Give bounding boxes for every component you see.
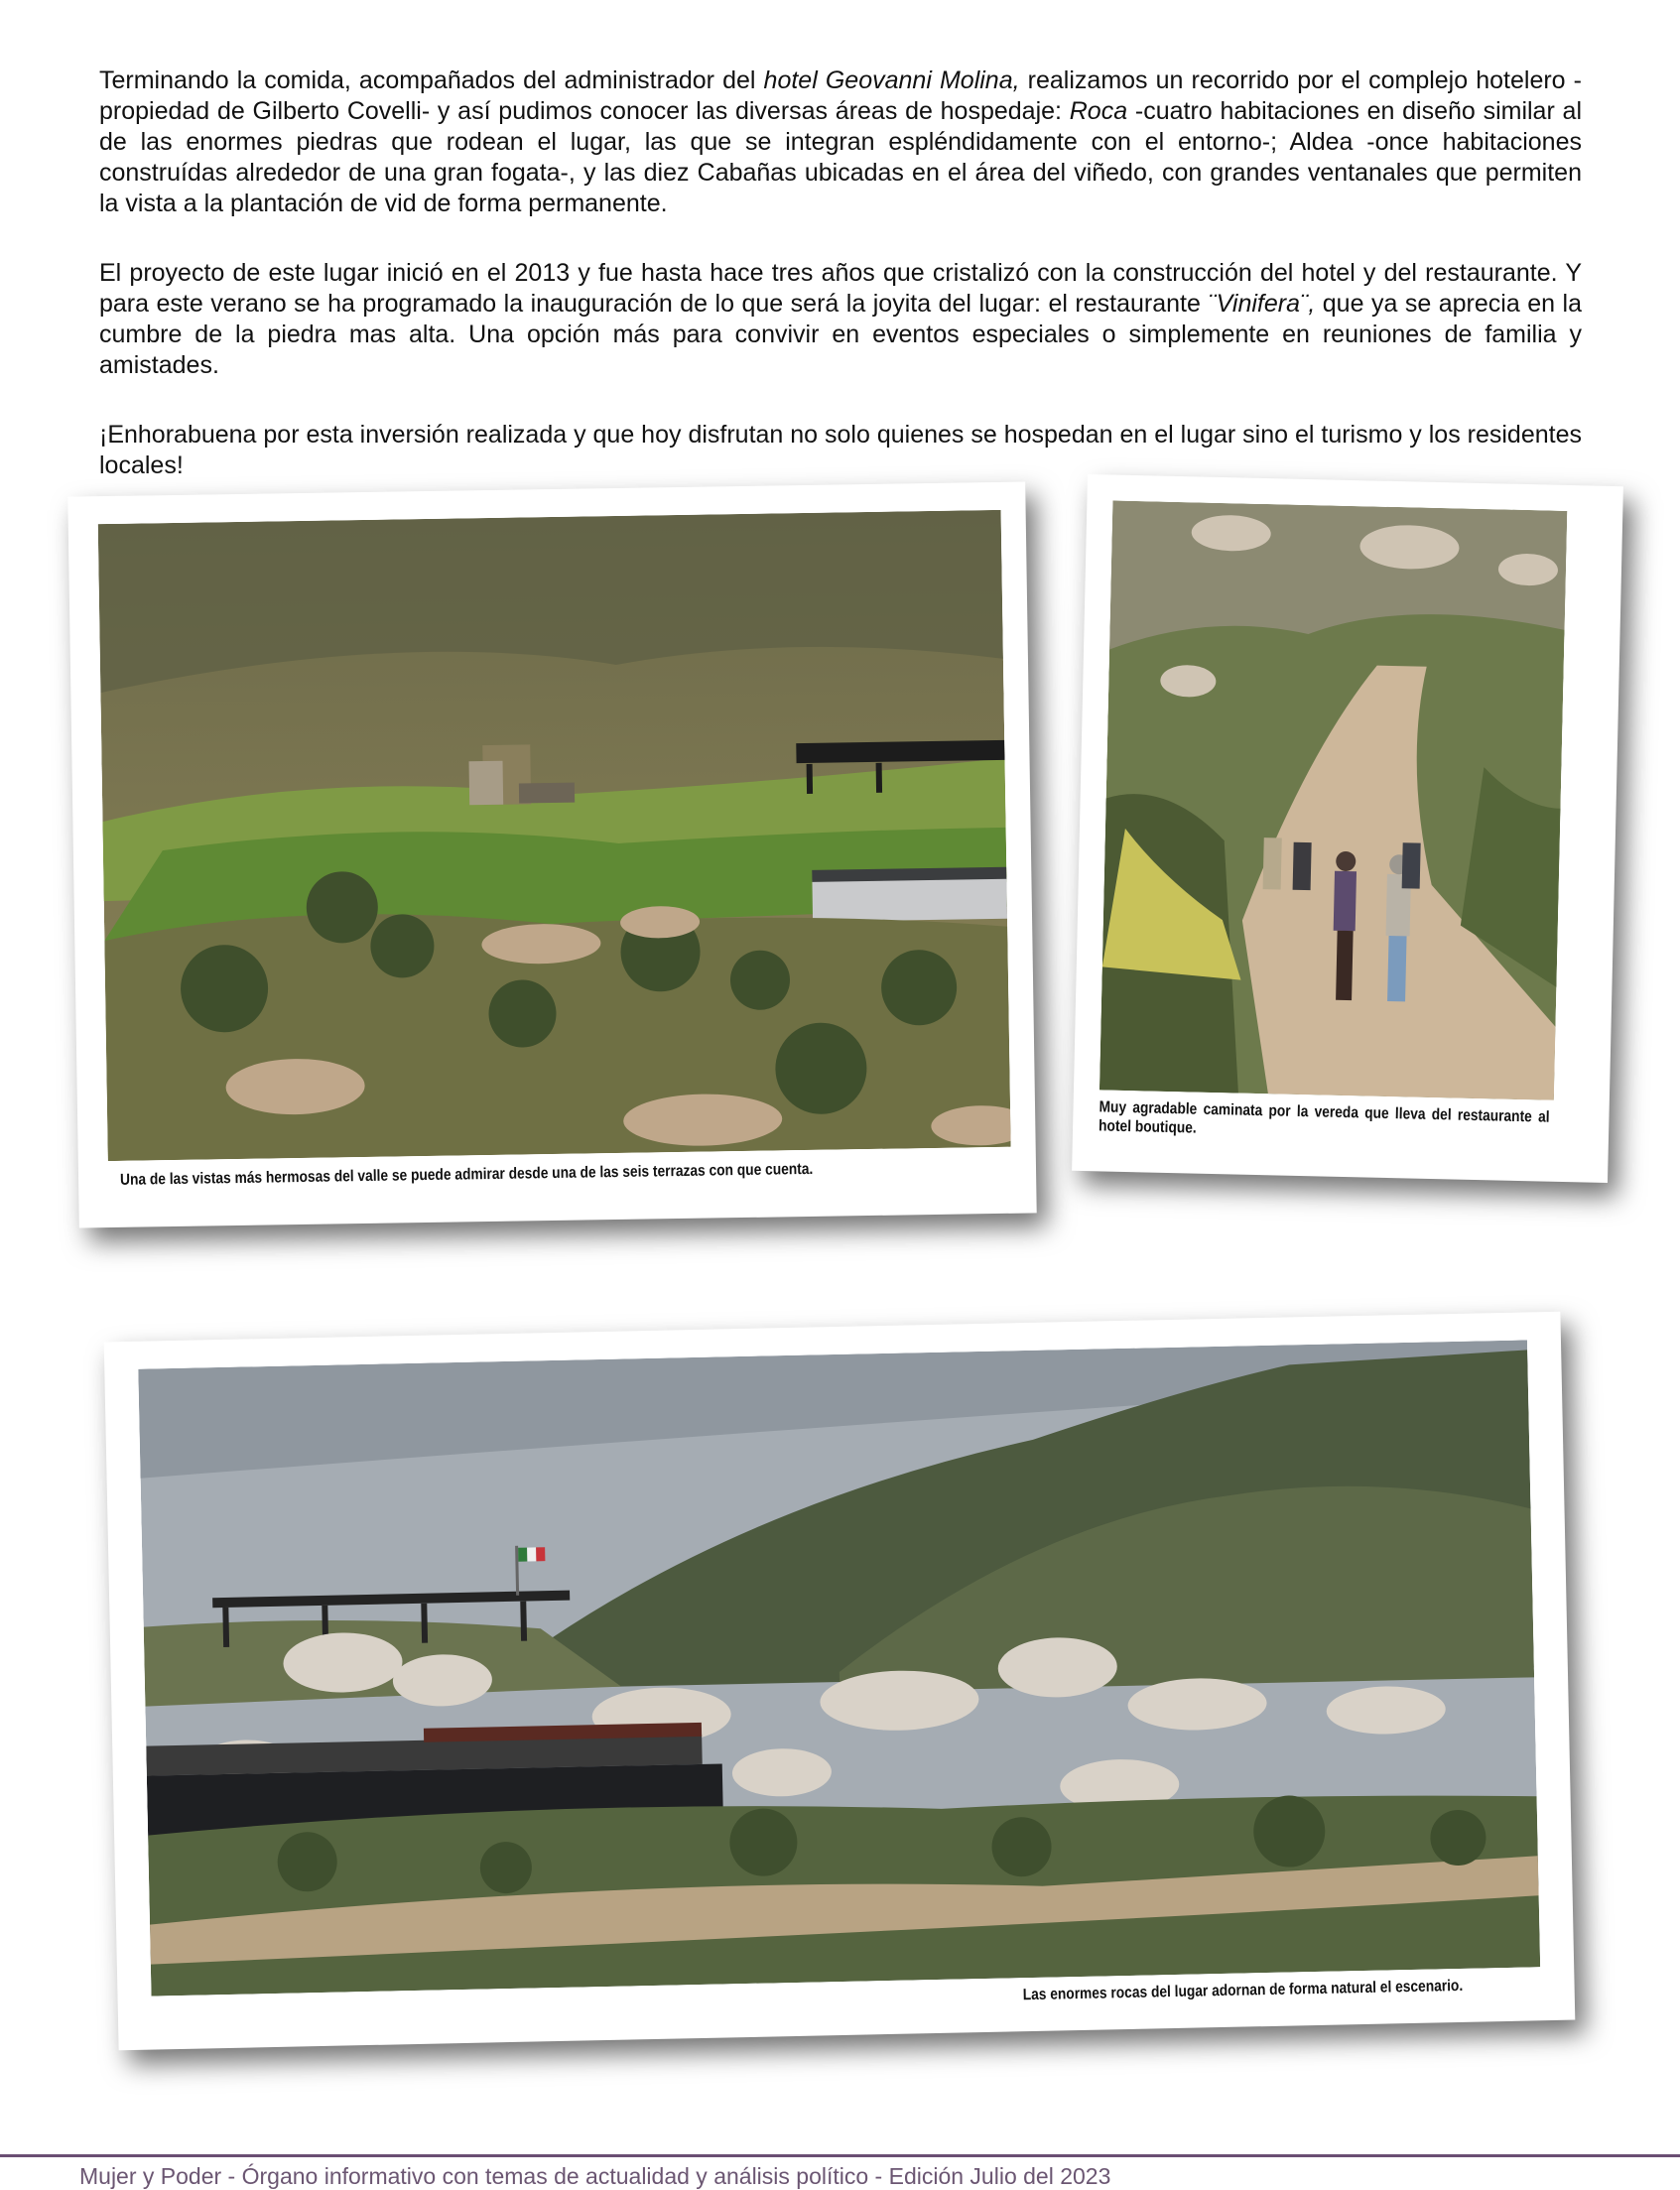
paragraph-3: ¡Enhorabuena por esta inversión realizada y que hoy disfrutan no solo quienes se hospedan en el lugar sino el turismo y los residentes locales! — [99, 421, 1582, 479]
footer-divider — [0, 2154, 1680, 2157]
rocks-photo — [138, 1340, 1540, 1996]
p2-emphasis-vinifera: ¨Vinifera¨, — [1208, 290, 1316, 318]
p1-text-a: Terminando la comida, acompañados del administrador del — [99, 66, 764, 94]
valley-photo — [98, 510, 1011, 1161]
footer-text: Mujer y Poder - Órgano informativo con temas de actualidad y análisis político - Edición Julio del 2023 — [79, 2163, 1111, 2189]
photo-frame-valley — [67, 481, 1036, 1227]
p1-emphasis-roca: Roca — [1069, 97, 1128, 125]
p1-emphasis-hotel: hotel Geovanni Molina, — [763, 66, 1020, 94]
paragraph-1 — [99, 65, 1582, 219]
rocks-photo-caption: Las enormes rocas del lugar adornan de forma natural el escenario. — [1022, 1977, 1464, 2004]
valley-photo-caption: Una de las vistas más hermosas del valle se puede admirar desde una de las seis terrazas con que cuenta. — [119, 1160, 814, 1189]
p1-text-c: -cuatro habitaciones en diseño similar al de las enormes piedras que rodean el lugar, las que se integran espléndidamente con el entorno-; Aldea -once habitaciones construídas alrededor de una gran fogata-, y las diez Cabañas ubicadas en el área del viñedo, con grandes ventanales que permiten la vista a la plantación de vid de forma permanente. — [99, 97, 1583, 217]
article-body — [99, 65, 1582, 520]
p2-text-a: El proyecto de este lugar inició en el 2013 y fue hasta hace tres años que cristalizó con la construcción del hotel y del restaurante. Y para este verano se ha programado la inauguración de lo que será la joyita del lugar: el restaurante — [99, 259, 1582, 318]
p2-text-b: que ya se aprecia en la cumbre de la piedra mas alta. Una opción más para convivir en eventos especiales o simplemente en reuniones de familia y amistades. — [99, 290, 1582, 379]
path-photo — [1099, 501, 1567, 1100]
paragraph-2 — [99, 258, 1582, 381]
p1-text-b: realizamos un recorrido por el complejo hotelero -propiedad de Gilberto Covelli- y así pudimos conocer las diversas áreas de hospedaje: — [99, 66, 1583, 125]
path-photo-caption: Muy agradable caminata por la vereda que lleva del restaurante al hotel boutique. — [1098, 1098, 1550, 1137]
photo-frame-rocks — [104, 1312, 1576, 2051]
photo-frame-path — [1072, 474, 1623, 1183]
